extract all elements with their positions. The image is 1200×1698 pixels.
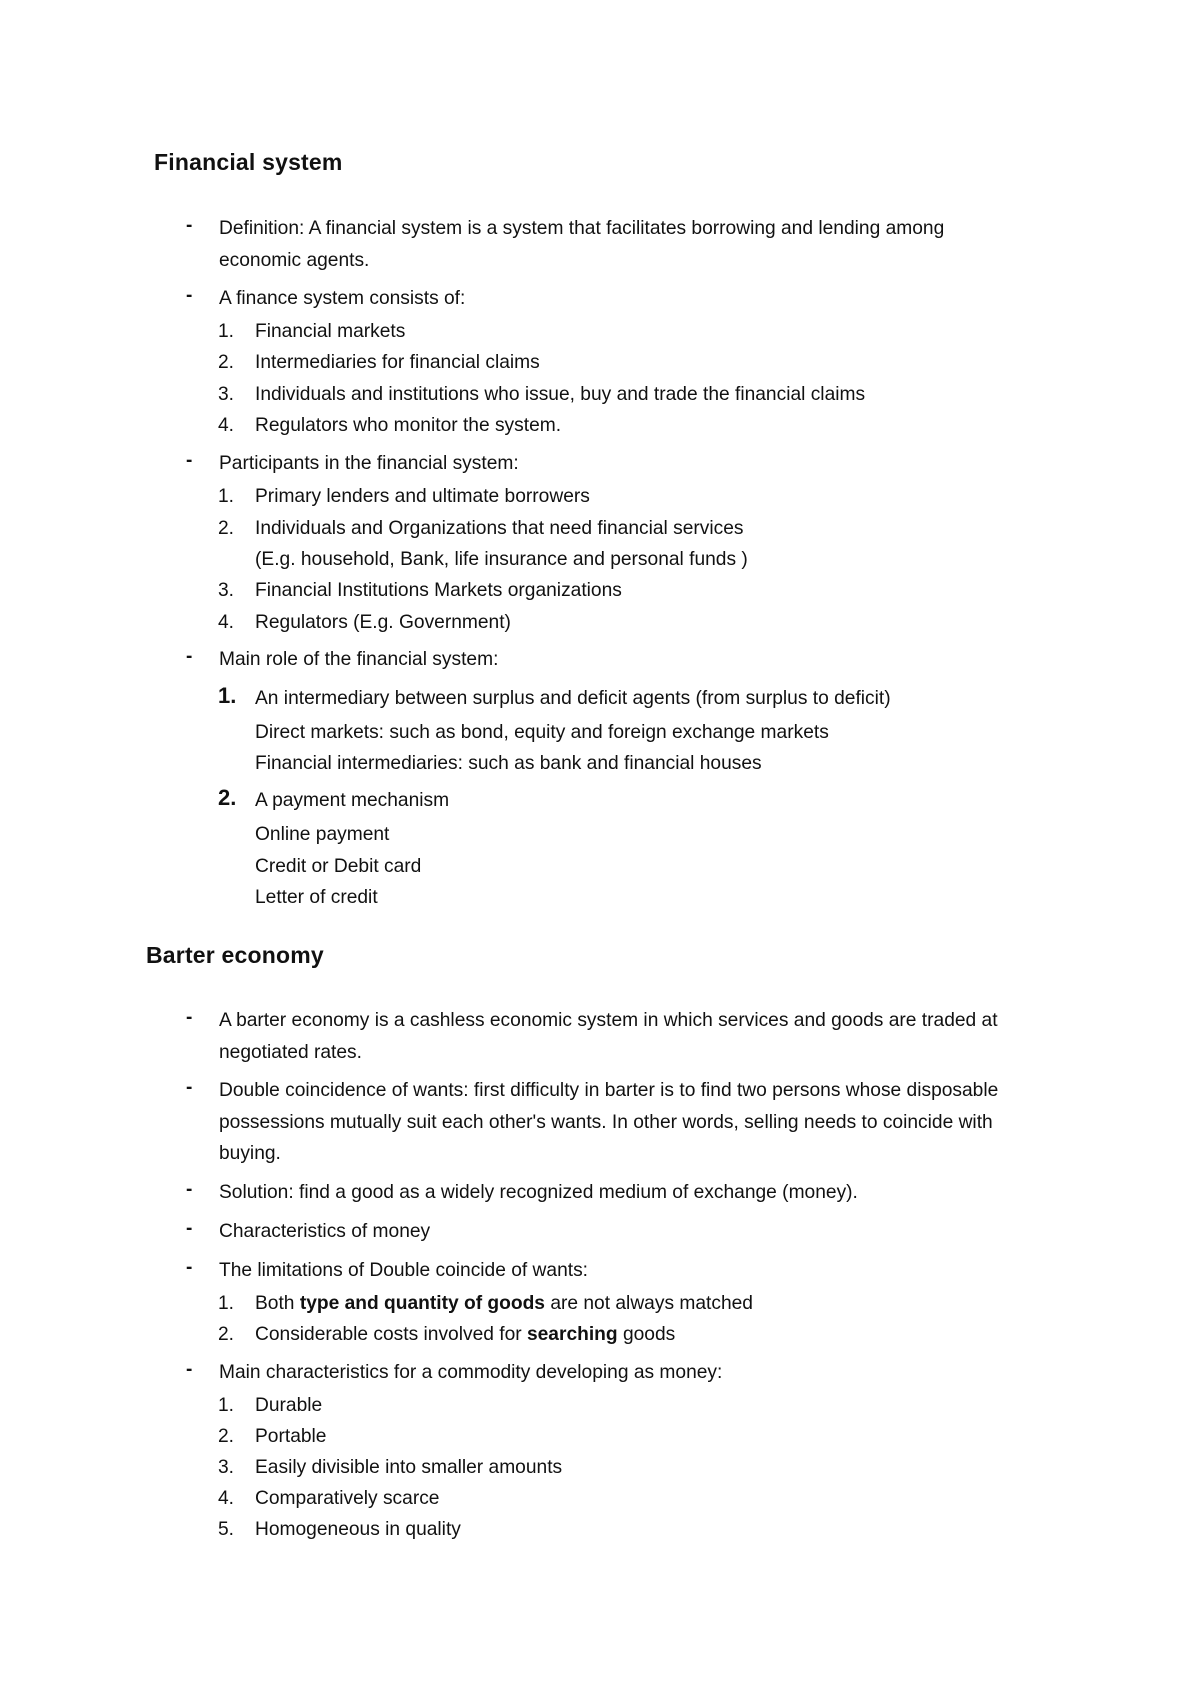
bullet-text: Main role of the financial system: bbox=[219, 649, 499, 670]
role-line: Online payment bbox=[255, 824, 390, 845]
list-number: 1. bbox=[218, 486, 235, 507]
list-item: Portable bbox=[255, 1426, 327, 1447]
bullet-text: Main characteristics for a commodity developing as money: bbox=[219, 1362, 723, 1383]
list-number: 1. bbox=[218, 1395, 235, 1416]
list-number: 2. bbox=[218, 785, 237, 810]
bullet-dash: - bbox=[186, 285, 193, 306]
list-item: Primary lenders and ultimate borrowers bbox=[255, 486, 590, 507]
bullet-dash: - bbox=[186, 215, 193, 236]
bullet-text: A finance system consists of: bbox=[219, 288, 466, 309]
list-number: 1. bbox=[218, 321, 235, 342]
role-title: An intermediary between surplus and deficit agents (from surplus to deficit) bbox=[255, 688, 891, 709]
bullet-text: buying. bbox=[219, 1143, 281, 1164]
bullet-dash: - bbox=[186, 646, 193, 667]
list-number: 4. bbox=[218, 415, 235, 436]
definition-line-2: economic agents. bbox=[219, 250, 370, 271]
list-item bbox=[255, 1325, 675, 1344]
section-heading-financial-system: Financial system bbox=[154, 149, 343, 175]
list-item: Easily divisible into smaller amounts bbox=[255, 1457, 563, 1478]
section-heading-barter-economy: Barter economy bbox=[146, 942, 324, 968]
list-number: 1. bbox=[218, 683, 237, 708]
bullet-text: Characteristics of money bbox=[219, 1221, 431, 1242]
bullet-text: Double coincidence of wants: first difficulty in barter is to find two persons whose disposable bbox=[219, 1080, 999, 1101]
bullet-dash: - bbox=[186, 1077, 193, 1098]
list-item: Comparatively scarce bbox=[255, 1488, 440, 1509]
bold-text-run: type and quantity of goods bbox=[299, 1293, 545, 1314]
text-run: Both bbox=[255, 1293, 300, 1314]
list-number: 4. bbox=[218, 1488, 235, 1509]
bullet-text: Solution: find a good as a widely recognized medium of exchange (money). bbox=[219, 1182, 858, 1203]
bullet-dash: - bbox=[186, 1359, 193, 1380]
bullet-dash: - bbox=[186, 1257, 193, 1278]
list-item: Homogeneous in quality bbox=[255, 1519, 461, 1540]
list-number: 1. bbox=[218, 1293, 235, 1314]
list-number: 2. bbox=[218, 1426, 235, 1447]
bullet-dash: - bbox=[186, 1218, 193, 1239]
bullet-text: A barter economy is a cashless economic system in which services and goods are traded at bbox=[219, 1010, 998, 1031]
list-item: Financial Institutions Markets organizations bbox=[255, 580, 622, 601]
list-item bbox=[255, 1294, 753, 1313]
list-item: Financial markets bbox=[255, 321, 406, 342]
bullet-text: possessions mutually suit each other's wants. In other words, selling needs to coincide with bbox=[219, 1112, 993, 1133]
list-number: 5. bbox=[218, 1519, 235, 1540]
role-title: A payment mechanism bbox=[255, 790, 450, 811]
list-item: Durable bbox=[255, 1395, 323, 1416]
role-line: Letter of credit bbox=[255, 887, 378, 908]
list-item: Individuals and Organizations that need financial services bbox=[255, 518, 744, 539]
role-line: Direct markets: such as bond, equity and foreign exchange markets bbox=[255, 722, 829, 743]
bold-text-run: searching bbox=[526, 1324, 618, 1345]
list-number: 2. bbox=[218, 518, 235, 539]
list-item: Individuals and institutions who issue, buy and trade the financial claims bbox=[255, 384, 866, 405]
role-line: Credit or Debit card bbox=[255, 856, 422, 877]
list-number: 2. bbox=[218, 1324, 235, 1345]
list-item: Regulators (E.g. Government) bbox=[255, 612, 511, 633]
list-number: 3. bbox=[218, 1457, 235, 1478]
list-item: Regulators who monitor the system. bbox=[255, 415, 562, 436]
list-number: 3. bbox=[218, 580, 235, 601]
text-run: are not always matched bbox=[544, 1293, 753, 1314]
bullet-dash: - bbox=[186, 450, 193, 471]
bullet-dash: - bbox=[186, 1179, 193, 1200]
definition-line-1: Definition: A financial system is a system that facilitates borrowing and lending among bbox=[219, 218, 945, 239]
list-number: 3. bbox=[218, 384, 235, 405]
list-item-continuation: (E.g. household, Bank, life insurance and personal funds ) bbox=[255, 549, 748, 570]
role-line: Financial intermediaries: such as bank and financial houses bbox=[255, 753, 762, 774]
bullet-text: Participants in the financial system: bbox=[219, 453, 519, 474]
list-number: 2. bbox=[218, 352, 235, 373]
list-number: 4. bbox=[218, 612, 235, 633]
bullet-text: negotiated rates. bbox=[219, 1042, 362, 1063]
bullet-dash: - bbox=[186, 1007, 193, 1028]
list-item: Intermediaries for financial claims bbox=[255, 352, 540, 373]
bullet-text: The limitations of Double coincide of wants: bbox=[219, 1260, 589, 1281]
text-run: goods bbox=[617, 1324, 676, 1345]
text-run: Considerable costs involved for bbox=[255, 1324, 527, 1345]
